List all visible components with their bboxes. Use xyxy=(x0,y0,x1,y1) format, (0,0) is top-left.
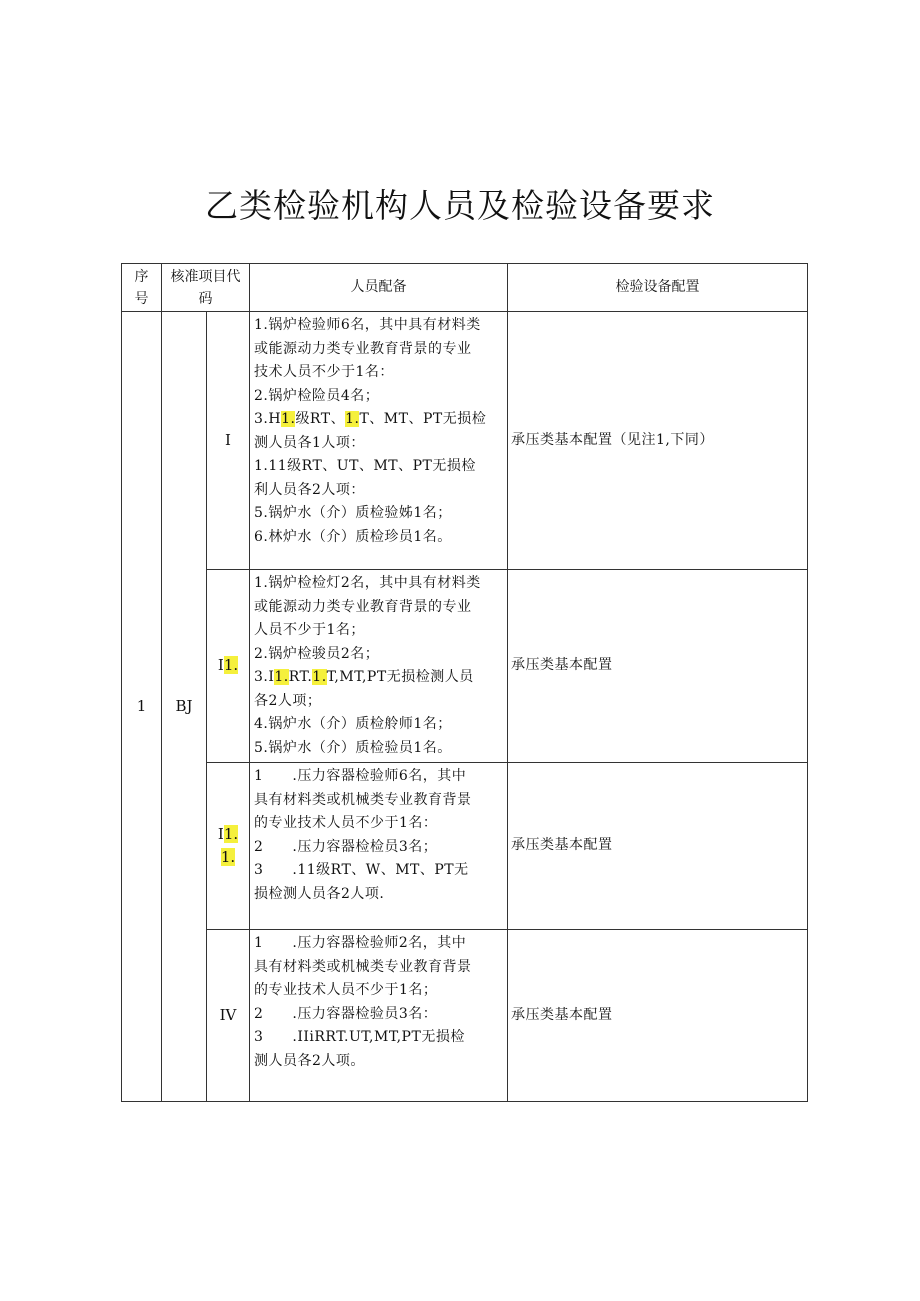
code-cell: BJ xyxy=(162,312,207,1102)
highlight-mark: 1. xyxy=(345,411,360,427)
table-row xyxy=(122,930,808,1102)
staff-cell: 1.锅炉检检灯2名，其中具有材料类 或能源动力类专业教育背景的专业 人员不少于1名； 2.锅炉检骏员2名； 3.I1.RT.1.T,MT,PT无损检测人员 各2人项； 4.锅炉水（介）质检舲师1名； 5.锅炉水（介）质检验员1名。 xyxy=(250,570,508,763)
header-seq: 序 号 xyxy=(122,264,162,312)
highlight-mark: 1. xyxy=(223,824,239,843)
header-staff: 人员配备 xyxy=(250,264,508,312)
table-header-row xyxy=(122,264,808,312)
staff-cell: 1.锅炉检验师6名，其中具有材料类 或能源动力类专业教育背景的专业 技术人员不少于1名： 2.锅炉检险员4名； 3.H1.级RT、1.T、MT、PT无损检 测人员各1人项： 1.11级RT、UT、MT、PT无损检 利人员各2人项： 5.锅炉水（介）质检验姊1名； 6.林炉水（介）质检珍员1名。 xyxy=(250,312,508,570)
highlight-mark: 1. xyxy=(312,669,327,685)
table-row xyxy=(122,763,808,930)
table-row xyxy=(122,312,808,570)
page-title: 乙类检验机构人员及检验设备要求 xyxy=(205,186,715,225)
staff-cell: 1 .压力容器检验师2名，其中 具有材料类或机械类专业教育背景 的专业技术人员不少于1名； 2 .压力容器检验员3名： 3 .IIiRRT.UT,MT,PT无损检 测人员各2人项。 xyxy=(250,930,508,1102)
sub-code-cell: I xyxy=(207,312,250,570)
staff-cell: 1 .压力容器检验师6名，其中 具有材料类或机械类专业教育背景 的专业技术人员不少于1名： 2 .压力容器检检员3名； 3 .11级RT、W、MT、PT无 损检测人员各2人项. xyxy=(250,763,508,930)
sub-code-cell: IV xyxy=(207,930,250,1102)
highlight-mark: 1. xyxy=(281,411,296,427)
seq-cell: 1 xyxy=(122,312,162,1102)
sub-code-cell: I1. 1. xyxy=(207,763,250,930)
requirements-table xyxy=(121,263,808,1102)
header-equipment: 检验设备配置 xyxy=(508,264,808,312)
equipment-cell: 承压类基本配置 xyxy=(508,570,808,763)
highlight-mark: 1. xyxy=(220,848,236,866)
highlight-mark: 1. xyxy=(223,656,239,675)
equipment-cell: 承压类基本配置 xyxy=(508,930,808,1102)
highlight-mark: 1. xyxy=(274,669,289,685)
header-code: 核准项目代 码 xyxy=(162,264,250,312)
equipment-cell: 承压类基本配置（见注1,下同） xyxy=(508,312,808,570)
table-row xyxy=(122,570,808,763)
sub-code-cell: I1. xyxy=(207,570,250,763)
equipment-cell: 承压类基本配置 xyxy=(508,763,808,930)
